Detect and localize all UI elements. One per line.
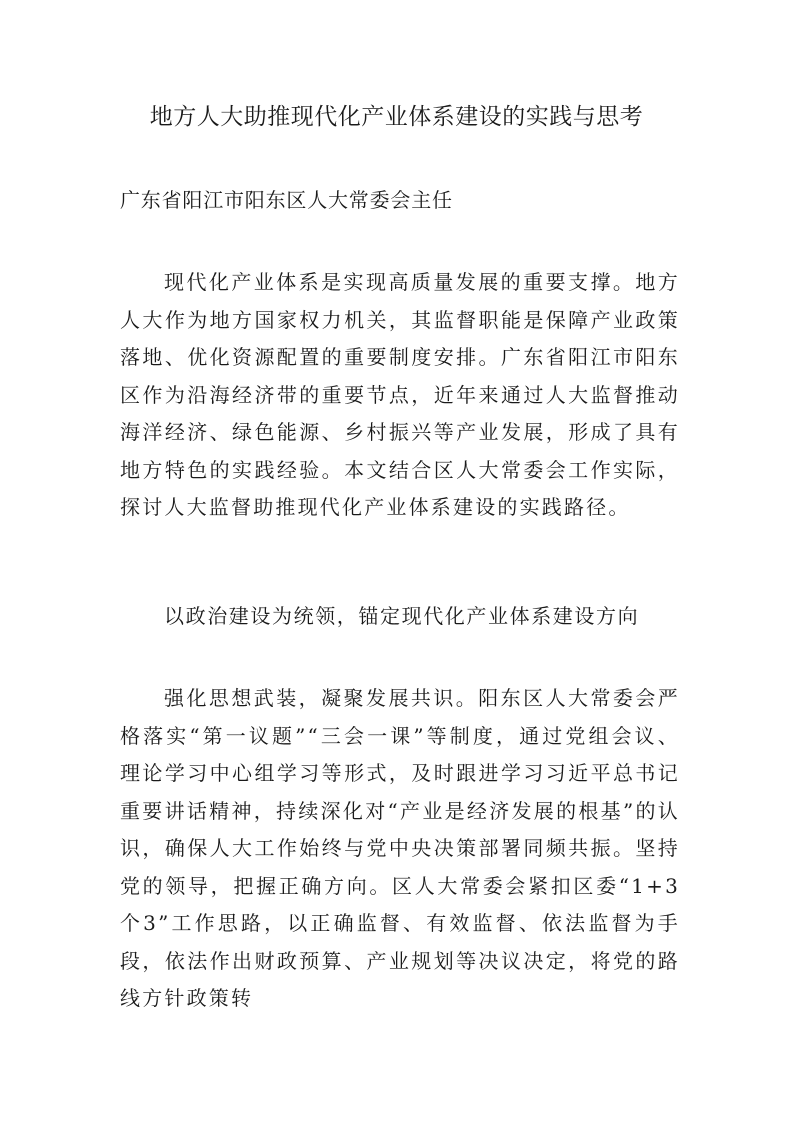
intro-paragraph: 现代化产业体系是实现高质量发展的重要支撑。地方人大作为地方国家权力机关，其监督职能是保障产业政策落地、优化资源配置的重要制度安排。广东省阳江市阳东区作为沿海经济带的重要节点，近年来通过人大监督推动海洋经济、绿色能源、乡村振兴等产业发展，形成了具有地方特色的实践经验。本文结合区人大常委会工作实际，探讨人大监督助推现代化产业体系建设的实践路径。 — [120, 270, 680, 519]
document-title: 地方人大助推现代化产业体系建设的实践与思考 — [149, 104, 644, 130]
section-paragraph: 强化思想武装，凝聚发展共识。阳东区人大常委会严格落实“第一议题”“三会一课”等制度，通过党组会议、理论学习中心组学习等形式，及时跟进学习习近平总书记重要讲话精神，持续深化对“产业是经济发展的根基”的认识，确保人大工作始终与党中央决策部署同频共振。坚持党的领导，把握正确方向。区人大常委会紧扣区委“1+3个3”工作思路，以正确监督、有效监督、依法监督为手段，依法作出财政预算、产业规划等决议决定，将党的路线方针政策转 — [120, 686, 680, 1010]
author-line: 广东省阳江市阳东区人大常委会主任 — [120, 188, 453, 212]
section-heading: 以政治建设为统领，锚定现代化产业体系建设方向 — [164, 604, 640, 628]
